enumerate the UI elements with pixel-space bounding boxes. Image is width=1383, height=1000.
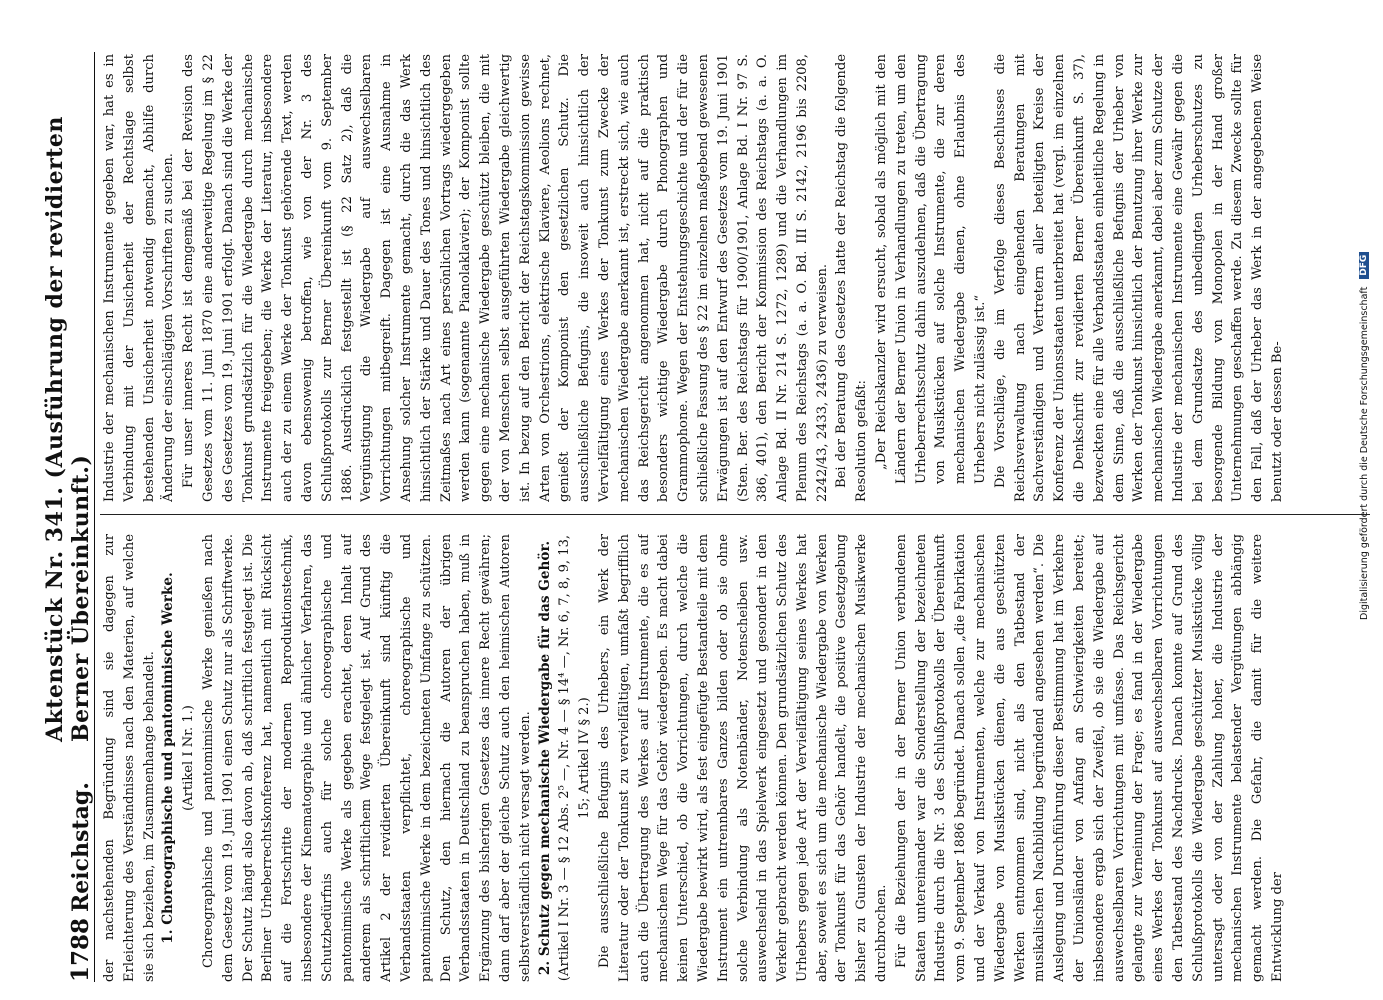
paragraph: Die Vorschläge, die im Verfolge dieses Beschlusses die Reichsverwaltung nach eingehenden Beratungen mit Sachverständigen und Vertretern aller beteiligten Kreise der Konferenz der Unionsstaaten unterbreitet hat (vergl. im einzelnen die Denkschrift zur revidierten Berner Übereinkunft S. 37), bezweckten eine für alle Verbandsstaaten einheitliche Regelung in dem Sinne, daß die ausschließliche Befugnis der Urheber von Werken der Tonkunst hinsichtlich der Benutzung ihrer Werke zur mechanischen Wiedergabe anerkannt, dabei aber zum Schutze der Industrie der mechanischen Instrumente eine Gewähr gegen die bei dem Grundsatze des unbedingten Urheberschutzes zu besorgende Bildung von Monopolen in der Hand großer Unternehmungen geschaffen werde. Zu diesem Zwecke sollte für den Fall, daß der Urheber das Werk in der angegebenen Weise benutzt oder dessen Be- (992, 54, 1286, 502)
paragraph: Bei der Beratung des Gesetzes hatte der Reichstag die folgende Resolution gefaßt: (834, 54, 870, 502)
section-heading: 1. Choreographische und pantomimische Werke. (160, 572, 177, 944)
paragraph: Für die Beziehungen der in der Berner Union verbundenen Staaten untereinander war die Sonderstellung der bezeichneten Industrie durch die Nr. 3 des Schlußprotokolls der Übereinkunft vom 9. September 1886 begründet. Danach sollen „die Fabrikation und der Verkauf von Instrumenten, welche zur mechanischen Wiedergabe von Musikstücken dienen, die aus geschützten Werken entnommen sind, nicht als den Tatbestand der musikalischen Nachbildung begründend angesehen werden“. Die Auslegung und Durchführung dieser Bestimmung hat im Verkehre der Unionsländer von Anfang an Schwierigkeiten bereitet; insbesondere ergab sich der Zweifel, ob sie die Wiedergabe auf auswechselbaren Vorrichtungen mit umfasse. Das Reichsgericht gelangte zur Verneinung der Frage; es fand in der Wiedergabe eines Werkes der Tonkunst auf auswechselbaren Vorrichtungen den Tatbestand des Nachdrucks. Danach konnte auf Grund des Schlußprotokolls die Wiedergabe geschützter Musikstücke völlig untersagt oder von der Zahlung hoher, die Industrie der mechanischen Instrumente belastender Vergütungen abhängig gemacht werden. Die Gefahr, die damit für die weitere Entwicklung der (893, 534, 1286, 982)
digitization-text: Digitalisierung gefördert durch die Deutsche Forschungsgemeinschaft (1358, 286, 1370, 620)
section-article-ref: (Artikel I Nr. 3 — § 12 Abs. 2⁵ —, Nr. 4 — § 14⁴ —, Nr. 6, 7, 8, 9, 13, 15; Artikel IV § 2.) (557, 534, 593, 982)
page-header (42, 52, 95, 982)
resolution-quote (872, 54, 991, 502)
text-column-left (100, 534, 1370, 982)
section-heading: 2. Schutz gegen mechanische Wiedergabe für das Gehör. (536, 540, 553, 976)
paragraph: Choreographische und pantomimische Werke genießen nach dem Gesetze vom 19. Juni 1901 einen Schutz nur als Schriftwerke. Der Schutz hängt also davon ab, daß schriftlich festgelegt ist. Die Berliner Urheberrechtskonferenz hat, namentlich mit Rücksicht auf die Fortschritte der modernen Reproduktionstechnik, insbesondere der Kinematographie und ähnlicher Verfahren, das Schutzbedürfnis auch für solche choreographische und pantomimische Werke als gegeben erachtet, deren Inhalt auf anderem als schriftlichem Wege festgelegt ist. Auf Grund des Artikel 2 der revidierten Übereinkunft sind künftig die Verbandsstaaten verpflichtet, choreographische und pantomimische Werke in dem bezeichneten Umfange zu schützen. Den Schutz, den hiernach die Autoren der übrigen Verbandsstaaten in Deutschland zu beanspruchen haben, muß in Ergänzung des bisherigen Gesetzes das innere Recht gewähren; dann darf aber der gleiche Schutz auch den heimischen Autoren selbstverständlich nicht versagt werden. (200, 534, 533, 982)
dfg-logo: DFG (1359, 252, 1369, 279)
paragraph: Die ausschließliche Befugnis des Urhebers, ein Werk der Literatur oder der Tonkunst zu vervielfältigen, umfaßt begrifflich auch die Übertragung des Werkes auf Instrumente, die es auf mechanischem Wege für das Gehör wiedergeben. Es macht dabei keinen Unterschied, ob die Vorrichtungen, durch welche die Wiedergabe bewirkt wird, als fest eingefügte Bestandteile mit dem Instrument ein untrennbares Ganzes bilden oder ob sie ohne solche Verbindung als Notenbänder, Notenscheiben usw. auswechselnd in das Spielwerk eingesetzt und gesondert in den Verkehr gebracht werden können. Den grundsätzlichen Schutz des Urhebers gegen jede Art der Vervielfältigung seines Werkes hat aber, soweit es sich um die mechanische Wiedergabe von Werken der Tonkunst für das Gehör handelt, die positive Gesetzgebung bisher zu Gunsten der Industrie der mechanischen Musikwerke durchbrochen. (596, 534, 890, 982)
header-left-title: Reichstag. (68, 782, 94, 912)
digitization-note (1357, 240, 1371, 620)
section-article-ref: (Artikel I Nr. 1.) (181, 705, 197, 811)
column-divider (100, 514, 1370, 515)
header-center-title: Aktenstück Nr. 341. (Ausführung der revidierten Berner Übereinkunft.) (42, 116, 94, 742)
paragraph: der nachstehenden Begründung sind sie dagegen zur Erleichterung des Verständnisses nach den Materien, auf welche sie sich beziehen, im Zusammenhange behandelt. (102, 534, 157, 982)
paragraph: Industrie der mechanischen Instrumente gegeben war, hat es in Verbindung mit der Unsicherheit der Rechtslage selbst bestehenden Unsicherheit notwendig gemacht, Abhilfe durch Änderung der einschlägigen Vorschriften zu suchen. (102, 54, 177, 502)
page-number: 1788 (67, 917, 94, 982)
quote-text: „Der Reichskanzler wird ersucht, sobald als möglich mit den Ländern der Berner Union in Verhandlungen zu treten, um den Urheberrechtsschutz dahin auszudehnen, daß die Übertragung von Musikstücken auf solche Instrumente, die zur deren mechanischen Wiedergabe dienen, ohne Erlaubnis des Urhebers nicht zulässig ist.“ (874, 54, 989, 484)
paragraph: Für unser inneres Recht ist demgemäß bei der Revision des Gesetzes vom 11. Juni 1870 eine anderweitige Regelung im § 22 des Gesetzes vom 19. Juni 1901 erfolgt. Danach sind die Werke der Tonkunst grundsätzlich für die Wiedergabe durch mechanische Instrumente freigegeben; die Werke der Literatur, insbesondere auch der zu einem Werke der Tonkunst gehörende Text, werden davon ebensowenig betroffen, wie von der Nr. 3 des Schlußprotokolls zur Berner Übereinkunft vom 9. September 1886. Ausdrücklich festgestellt ist (§ 22 Satz 2), daß die Vergünstigung die Wiedergabe auf auswechselbaren Vorrichtungen mitbegreift. Dagegen ist eine Ausnahme in Ansehung solcher Instrumente gemacht, durch die das Werk hinsichtlich der Stärke und Dauer des Tones und hinsichtlich des Zeitmaßes nach Art eines persönlichen Vortrags wiedergegeben werden kann (sogenannte Pianolaklavier); der Komponist sollte gegen eine mechanische Wiedergabe geschützt bleiben, die mit der von Menschen selbst ausgeführten Wiedergabe gleichwertig ist. In bezug auf den Bericht der Reichstagskommission gewisse Arten von Orchestrions, elektrische Klaviere, Aeolions rechnet, genießt der Komponist den gesetzlichen Schutz. Die ausschließliche Befugnis, die insoweit auch hinsichtlich der Vervielfältigung eines Werkes der Tonkunst zum Zwecke der mechanischen Wiedergabe anerkannt ist, erstreckt sich, wie auch das Reichsgericht angenommen hat, nicht auf die praktisch besonders wichtige Wiedergabe durch Phonographen und Grammophone. Wegen der Entstehungsgeschichte und der für die schließliche Fassung des § 22 im einzelnen maßgebend gewesenen Erwägungen ist auf den Entwurf des Gesetzes vom 19. Juni 1901 (Sten. Ber. des Reichstags für 1900/1901, Anlage Bd. I Nr. 97 S. 386, 401), den Bericht der Kommission des Reichstags (a. a. O. Anlage Bd. II Nr. 214 S. 1272, 1289) und die Verhandlungen im Plenum des Reichstags (a. a. O. Bd. III S. 2142, 2196 bis 2208, 2242/43, 2433, 2436) zu verweisen. (181, 54, 830, 502)
text-column-right (100, 54, 1370, 502)
